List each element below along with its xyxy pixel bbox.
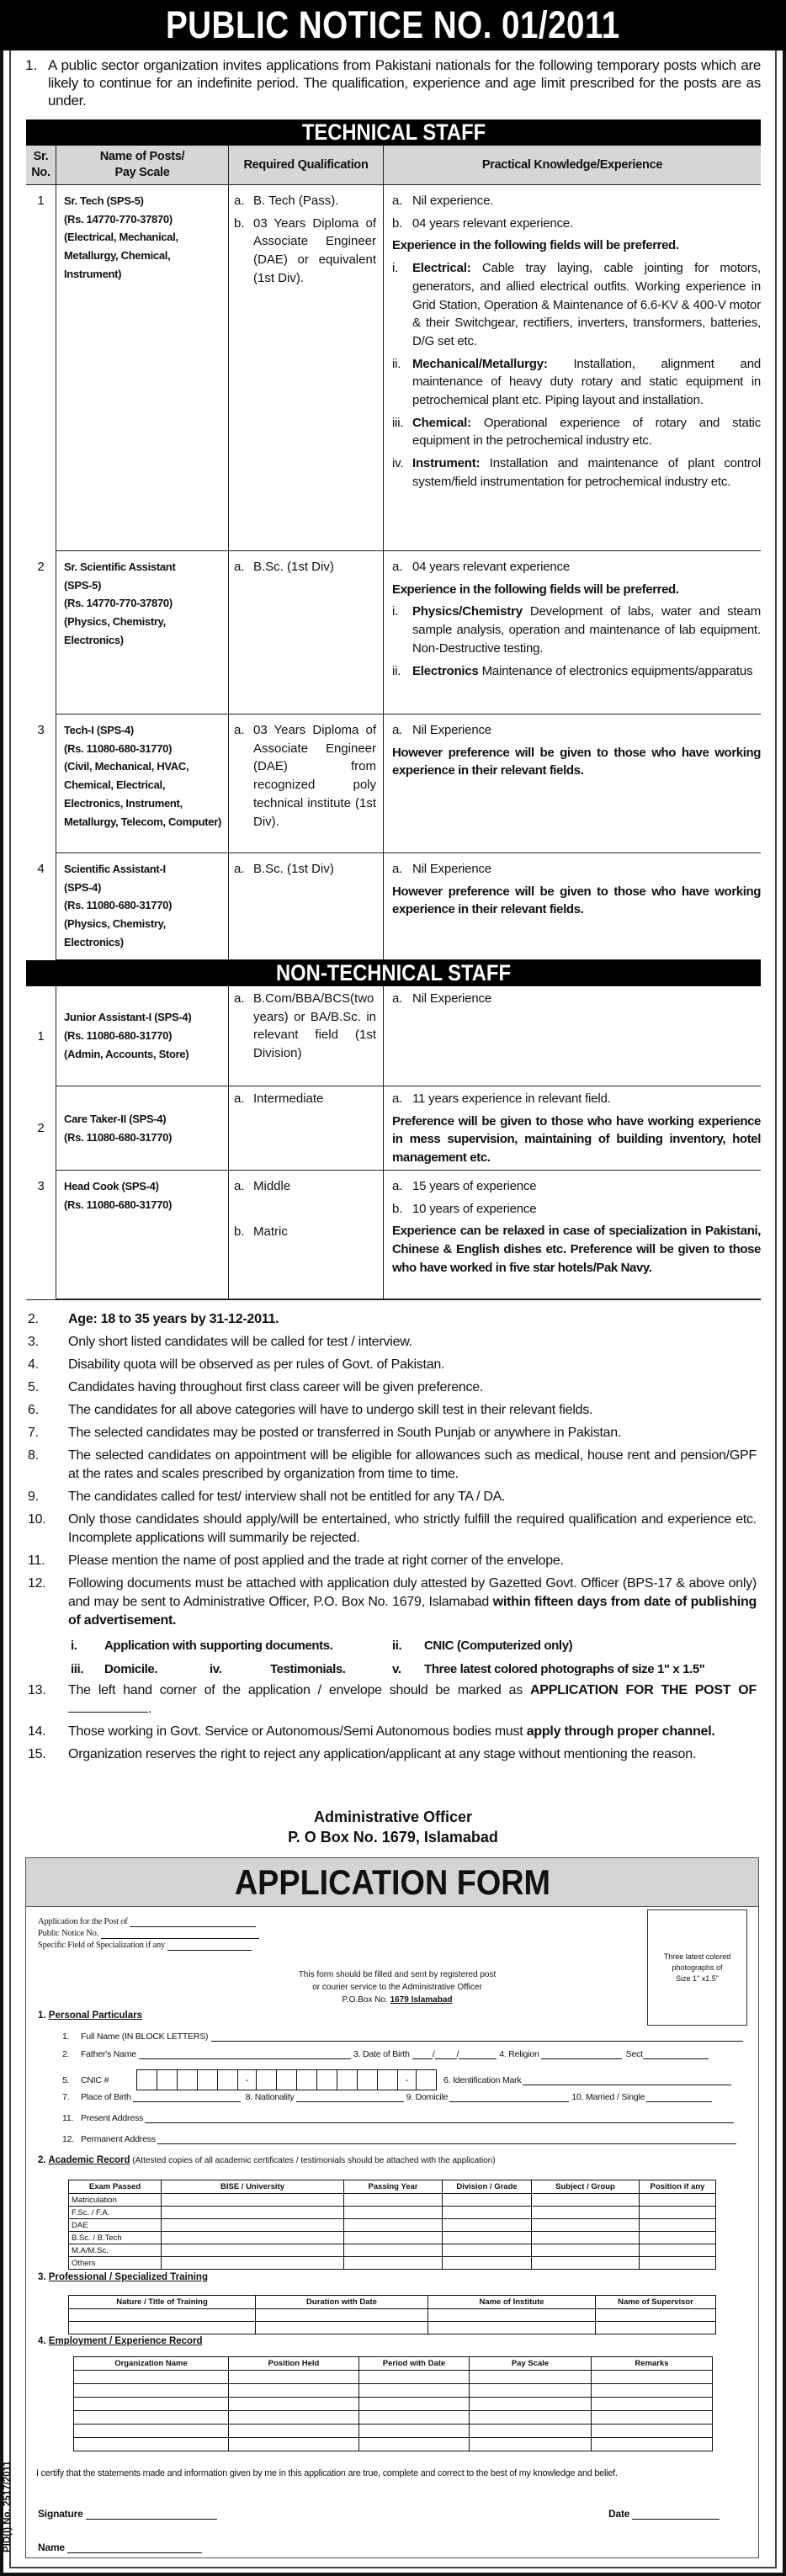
pid-number: PID(I) No. 2517/2011 (3, 2461, 13, 2553)
notice-title: PUBLIC NOTICE NO. 01/2011 (166, 3, 620, 46)
experience-cell: a. 11 years experience in relevant field. Preference will be given to those who have working experience in mess supervision, maintaining of building inventory, hotel management etc. (383, 1086, 761, 1171)
condition-item: 2. Age: 18 to 35 years by 31-12-2011. (28, 1312, 279, 1326)
condition-item: 15. Organization reserves the right to reject any application/applicant at any stage without mentioning the reason. (28, 1747, 697, 1761)
header-post: Name of Posts/ Pay Scale (56, 146, 228, 184)
field-item: Mechanical/Metallurgy: Installation, alignment and maintenance of heavy duty rotary and static equipment in petrochemical plant etc. Piping layout and installation. (412, 356, 761, 408)
experience-cell: a. Nil Experience However preference will be given to those who have working experience in their relevant fields. (383, 714, 761, 853)
experience-cell: a. 15 years of experience b. 10 years of experience Experience can be relaxed in case of specialization in Pakistani, Chinese & English dishes etc. Preference will be given to those who have worked in five star hotels/Pak Navy. (383, 1171, 761, 1299)
technical-staff-heading: TECHNICAL STAFF (26, 120, 761, 146)
form-title: APPLICATION FORM (234, 1862, 550, 1902)
employment-table (73, 2356, 713, 2451)
table-row (74, 2384, 713, 2398)
table-row: B.Sc. / B.Tech (69, 2232, 716, 2244)
document-item: Testimonials. (270, 1662, 346, 1676)
post-name: Head Cook (SPS-4) (64, 1180, 159, 1192)
table-row (26, 1086, 761, 1171)
post-blank (68, 1700, 148, 1713)
pay-scale: (Rs. 11080-680-31770) (64, 1029, 173, 1043)
condition-item: 6. The candidates for all above categories will have to undergo skill test in their relevant fields. (28, 1403, 593, 1417)
post-fields: (Admin, Accounts, Store) (64, 1047, 189, 1060)
cnic-boxes: - - (136, 2069, 437, 2090)
experience-cell: a. Nil Experience However preference will be given to those who have working experience in their relevant fields. (383, 853, 761, 960)
post-cell (56, 853, 228, 960)
qualification-item: B.Sc. (1st Div) (253, 560, 334, 574)
academic-record-heading: 2. Academic Record (Attested copies of all academic certificates / testimonials should be attached with the application) (38, 2155, 496, 2165)
row-sr: 1 (37, 194, 45, 208)
table-header-row (26, 146, 761, 185)
table-row: F.Sc. / F.A. (69, 2207, 716, 2219)
pay-scale: (Rs. 11080-680-31770) (64, 899, 173, 912)
row-sr: 1 (37, 1028, 45, 1044)
field-item: Instrument: Installation and maintenance of plant control system/field instrumentation for petrochemical industry etc. (412, 456, 761, 489)
post-fields: (Civil, Mechanical, HVAC, Chemical, Electrical, Electronics, Instrument, Metallurgy, Telecom, Computer) (64, 760, 221, 828)
post-applied-field: Application for the Post of (38, 1916, 256, 1927)
cnic-field: 5. CNIC # - - 6. Identification Mark (62, 2069, 731, 2090)
row-sr: 3 (37, 723, 45, 737)
document-item: CNIC (Computerized only) (424, 1639, 573, 1653)
table-header-row: Nature / Title of Training Duration with Date Name of Institute Name of Supervisor (69, 2296, 716, 2309)
post-grade: (SPS-4) (64, 880, 102, 894)
pay-scale: (Rs. 14770-770-37870) (64, 597, 173, 610)
condition-item: 9. The candidates called for test/ interview shall not be entitled for any TA / DA. (28, 1490, 506, 1504)
name-field: Name (38, 2542, 202, 2553)
qualification-cell: a. B.Com/BBA/BCS(two years) or BA/B.Sc. in relevant field (1st Division) (228, 986, 383, 1086)
post-cell (56, 714, 228, 853)
qualification-item: 03 Years Diploma of Associate Engineer (DAE) or equivalent (1st Div). (253, 215, 376, 285)
row-sr: 2 (37, 1121, 45, 1136)
qualification-cell: a. 03 Years Diploma of Associate Engineer (DAE) from recognized poly technical institute (1st Div). (228, 714, 383, 853)
condition-item: 13. The left hand corner of the application / envelope should be marked as APPLICATION FOR THE POST OF . (28, 1683, 757, 1716)
table-row: DAE (69, 2219, 716, 2232)
field-item: Chemical: Operational experience of rotary and static equipment in the petrochemical industry etc. (412, 415, 761, 449)
table-row (69, 2322, 716, 2334)
employment-heading: 4. Employment / Experience Record (38, 2336, 203, 2346)
table-row: Others (69, 2257, 716, 2270)
post-fields: (Physics, Chemistry, Electronics) (64, 917, 166, 948)
experience-item: 10 years of experience (412, 1201, 537, 1216)
table-row (26, 551, 761, 714)
permanent-address-field: 12. Permanent Address (62, 2134, 736, 2144)
post-cell (56, 185, 228, 551)
condition-item: 12. Following documents must be attached with application duly attested by Gazetted Govt. Officer (BPS-17 & above only) and may be sent to Administrative Officer, P.O. Box No. 1679, Islamabad within fifteen days from date of publishing of advertisement. (28, 1576, 757, 1628)
table-header-row: Exam Passed BISE / University Passing Year Division / Grade Subject / Group Position if any (69, 2180, 716, 2194)
experience-item: Nil Experience (412, 862, 491, 876)
preference-note: However preference will be given to those who have working experience in their relevant fields. (392, 884, 761, 917)
qualification-cell: a. B.Sc. (1st Div) (228, 551, 383, 714)
experience-item: 15 years of experience (412, 1179, 537, 1193)
full-name-field: 1. Full Name (IN BLOCK LETTERS) (62, 2032, 743, 2042)
public-notice-field: Public Notice No. (38, 1928, 259, 1939)
qualification-item: Intermediate (253, 1091, 324, 1106)
row-sr: 2 (37, 560, 45, 574)
pay-scale: (Rs. 11080-680-31770) (64, 741, 173, 755)
training-table (68, 2295, 716, 2334)
condition-item: 4. Disability quota will be observed as per rules of Govt. of Pakistan. (28, 1357, 445, 1372)
specialization-field: Specific Field of Specialization if any (38, 1940, 252, 1951)
experience-cell: a. 04 years relevant experience Experience in the following fields will be preferred. i. Physics/Chemistry Development of labs, water and steam sample analysis, operation and maintenance of lab equipment. Non-Destructive testing. ii. Electronics Maintenance of electronics equipments/apparatus (383, 551, 761, 714)
table-row (26, 853, 761, 960)
experience-item: 04 years relevant experience (412, 560, 571, 574)
experience-item: Nil Experience (412, 723, 491, 737)
documents-row: iii. Domicile. iv. Testimonials. v. Three latest colored photographs of size 1" x 1.5" (71, 1658, 757, 1681)
table-row (69, 2309, 716, 2322)
conditions-list (28, 1310, 757, 1768)
experience-item: 11 years experience in relevant field. (412, 1091, 611, 1106)
table-row (74, 2411, 713, 2425)
table-row (26, 986, 761, 1086)
post-cell (56, 1086, 228, 1171)
preference-heading: Experience in the following fields will be preferred. (392, 582, 679, 597)
document-item: Application with supporting documents. (104, 1639, 333, 1653)
intro-text: A public sector organization invites applications from Pakistani nationals for the following temporary posts which are likely to continue for an indefinite period. The qualification, experience and age limit prescribed for the posts are as under. (48, 57, 761, 109)
signature-field: Signature (38, 2509, 217, 2520)
post-cell (56, 1171, 228, 1299)
intro-number: 1. (25, 57, 38, 73)
certification-statement: I certify that the statements made and information given by me in this application are true, complete and correct to the best of my knowledge and belief. (36, 2468, 618, 2478)
experience-item: Nil experience. (412, 194, 494, 208)
row-sr: 4 (37, 862, 45, 876)
qualification-item: B.Sc. (1st Div) (253, 862, 334, 876)
condition-item: 14. Those working in Govt. Service or Autonomous/Semi Autonomous bodies must apply through proper channel. (28, 1724, 715, 1739)
documents-row: i. Application with supporting documents. ii. CNIC (Computerized only) (71, 1634, 757, 1658)
table-header-row: Organization Name Position Held Period with Date Pay Scale Remarks (74, 2357, 713, 2371)
table-row (74, 2425, 713, 2438)
table-row (74, 2371, 713, 2384)
document-item: Domicile. (104, 1662, 158, 1676)
qualification-cell: a. Intermediate (228, 1086, 383, 1171)
pay-scale: (Rs. 14770-770-37870) (64, 212, 173, 226)
experience-cell: a. Nil experience. b. 04 years relevant experience. Experience in the following fields will be preferred. i. Electrical: Cable tray laying, cable jointing for motors, generators, and allied electrical outfits. Working experience in Grid Station, Operation & Maintenance of 6.6-KV & 400-V motor & their Switchgear, rectifiers, inverters, transformers, batteries, D/G set etc. ii. Mechanical/Metallurgy: Installation, alignment and maintenance of heavy duty rotary and static equipment in petrochemical plant etc. Piping layout and installation. iii. Chemical: Operational experience of rotary and static equipment in the petrochemical industry etc. iv. Instrument: Installation and maintenance of plant control system/field instrumentation for petrochemical industry etc. (383, 185, 761, 551)
signatory-title: Administrative Officer (313, 1809, 473, 1825)
birth-nationality-row: 7. Place of Birth 8. Nationality 9. Domicile 10. Married / Single (62, 2092, 712, 2102)
experience-item: 04 years relevant experience. (412, 215, 573, 231)
training-heading: 3. Professional / Specialized Training (38, 2272, 208, 2282)
intro-paragraph (25, 56, 761, 109)
non-technical-staff-heading: NON-TECHNICAL STAFF (26, 960, 761, 986)
qualification-item: B. Tech (Pass). (253, 194, 339, 208)
post-name: Tech-I (SPS-4) (64, 724, 134, 736)
form-instructions: This form should be filled and sent by registered post or courier service to the Administrative Officer P.O.Box No. 1679 Islamabad (298, 1970, 497, 2005)
condition-item: 10. Only those candidates should apply/will be entertained, who strictly fulfill the required qualification and experience etc. Incomplete applications will summarily be rejected. (28, 1512, 757, 1545)
personal-particulars-heading: 1. Personal Particulars (38, 2010, 143, 2021)
experience-item: Nil Experience (412, 991, 491, 1006)
table-bottom-rule (26, 1299, 761, 1300)
post-name: Sr. Tech (SPS-5) (64, 194, 144, 207)
post-name: Care Taker-II (SPS-4) (64, 1112, 167, 1125)
field-item: Electronics Maintenance of electronics equipments/apparatus (412, 663, 753, 678)
form-title-band (26, 1858, 758, 1907)
academic-record-table (68, 2180, 716, 2270)
condition-item: 7. The selected candidates may be posted or transferred in South Punjab or anywhere in Pakistan. (28, 1426, 622, 1440)
preference-note: Experience can be relaxed in case of specialization in Pakistani, Chinese & English dishes etc. Preference will be given to those who have worked in five star hotels/Pak Navy. (392, 1224, 761, 1275)
post-fields: (Electrical, Mechanical, Metallurgy, Chemical, Instrument) (64, 231, 178, 280)
post-name: Sr. Scientific Assistant (64, 560, 176, 573)
post-fields: (Physics, Chemistry, Electronics) (64, 615, 166, 646)
notice-header (0, 0, 786, 50)
preference-note: Preference will be given to those who have working experience in mess supervision, maintaining of building inventory, hotel management etc. (392, 1113, 761, 1166)
qualification-item: B.Com/BBA/BCS(two years) or BA/B.Sc. in relevant field (1st Division) (253, 991, 376, 1061)
field-item: Electrical: Cable tray laying, cable jointing for motors, generators, and allied electrical outfits. Working experience in Grid Station, Operation & Maintenance of 6.6-KV & 400-V motor & their Switchgear, rectifiers, inverters, transformers, batteries, D/G set etc. (412, 261, 761, 348)
table-row: M.A/M.Sc. (69, 2244, 716, 2257)
header-sr: Sr. No. (31, 150, 50, 179)
post-name: Scientific Assistant-I (64, 863, 166, 875)
condition-item: 5. Candidates having throughout first class career will be given preference. (28, 1380, 484, 1394)
qualification-cell: a. B.Sc. (1st Div) (228, 853, 383, 960)
table-row (26, 1171, 761, 1299)
table-row: Matriculation (69, 2194, 716, 2207)
condition-item: 3. Only short listed candidates will be called for test / interview. (28, 1335, 412, 1349)
pay-scale: (Rs. 11080-680-31770) (64, 1130, 173, 1144)
header-experience: Practical Knowledge/Experience (383, 146, 761, 184)
document-item: Three latest colored photographs of size 1" x 1.5" (424, 1662, 705, 1676)
post-cell (56, 551, 228, 714)
qualification-item: Matric (253, 1224, 288, 1239)
qualification-item: 03 Years Diploma of Associate Engineer (DAE) from recognized poly technical institute (1st Div). (253, 723, 376, 829)
preference-note: However preference will be given to those who have working experience in their relevant fields. (392, 745, 761, 778)
father-name-field: 2. Father's Name 3. Date of Birth / / 4. Religion Sect (62, 2049, 709, 2059)
preference-heading: Experience in the following fields will be preferred. (392, 238, 679, 253)
pay-scale: (Rs. 11080-680-31770) (64, 1198, 173, 1211)
condition-item: 8. The selected candidates on appointment will be eligible for allowances such as medical, house rent and pension/GPF at the rates and scales prescribed by organization from time to time. (28, 1448, 757, 1481)
table-row (26, 714, 761, 853)
photo-placeholder: Three latest colored photographs of Size 1" x1.5" (647, 1909, 747, 2026)
technical-staff-table (26, 120, 761, 1300)
qualification-cell: a. Middle b. Matric (228, 1171, 383, 1299)
condition-item: 11. Please mention the name of post applied and the trade at right corner of the envelope. (28, 1554, 564, 1568)
field-item: Physics/Chemistry Development of labs, water and steam sample analysis, operation and maintenance of lab equipment. Non-Destructive testing. (412, 604, 761, 656)
table-row (26, 185, 761, 551)
present-address-field: 11. Present Address (62, 2113, 734, 2123)
date-field: Date (608, 2509, 720, 2520)
qualification-item: Middle (253, 1179, 291, 1193)
signatory-address: P. O Box No. 1679, Islamabad (288, 1829, 498, 1846)
row-sr: 3 (37, 1179, 45, 1193)
header-qualification: Required Qualification (228, 146, 383, 184)
table-row (74, 2398, 713, 2411)
experience-cell: a. Nil Experience (383, 986, 761, 1086)
post-grade: (SPS-5) (64, 578, 102, 592)
post-cell (56, 986, 228, 1086)
qualification-cell: a. B. Tech (Pass). b. 03 Years Diploma of Associate Engineer (DAE) or equivalent (1st Div). (228, 185, 383, 551)
table-row (74, 2438, 713, 2451)
post-name: Junior Assistant-I (SPS-4) (64, 1011, 192, 1024)
